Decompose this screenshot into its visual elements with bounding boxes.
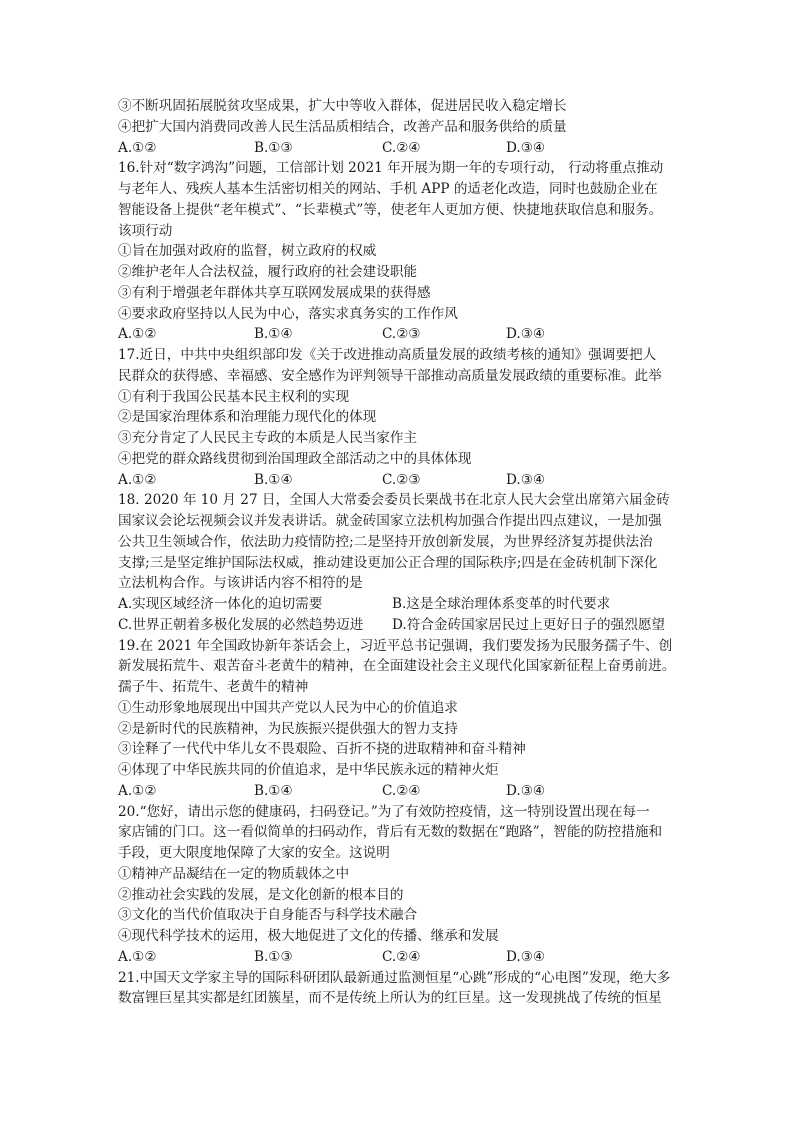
text-line: ②维护老年人合法权益，履行政府的社会建设职能 [118,264,418,280]
text-line: 17.近日，中共中央组织部印发《关于改进推动高质量发展的政绩考核的通知》强调要把人 [118,347,657,363]
answer-option: C.②③ [382,471,421,488]
answer-option: B.①④ [254,471,293,488]
answer-option: A.①② [118,948,157,965]
answer-options [118,594,684,615]
answer-option: A.①② [118,471,157,488]
text-line: 立法机构合作。与该讲话内容不相符的是 [118,575,363,592]
text-line: ①精神产品凝结在一定的物质载体之中 [118,865,350,882]
text-line: 手段，更大限度地保障了大家的安全。这说明 [118,845,390,861]
answer-options [118,947,684,968]
answer-option: B.①③ [254,948,293,965]
text-line: 支撑;三是坚定维护国际法权威，推动建设更加公正合理的国际秩序;四是在金砖机制下深化 [118,554,658,571]
text-line: 21.中国天文学家主导的国际科研团队最新通过监测恒星“心跳”形成的“心电图”发现，绝大多 [118,969,671,986]
text-line: ②是国家治理体系和治理能力现代化的体现 [118,409,377,426]
text-line: 18. 2020 年 10 月 27 日，全国人大常委会委员长栗战书在北京人民大会堂出席第六届金砖 [118,492,670,509]
answer-option: C.②③ [382,326,421,343]
answer-option: D.③④ [506,326,546,343]
answer-option: A.实现区域经济一体化的迫切需要 [118,596,323,612]
answer-option: D.③④ [506,782,546,799]
text-line: ③不断巩固拓展脱贫攻坚成果，扩大中等收入群体，促进居民收入稳定增长 [118,98,567,114]
text-line: ①有利于我国公民基本民主权利的实现 [118,388,350,405]
text-line: ①旨在加强对政府的监督，树立政府的权威 [118,243,377,260]
text-line: 与老年人、残疾人基本生活密切相关的网站、手机 APP 的适老化改造，同时也鼓励企业在 [118,181,658,197]
text-line: ③文化的当代价值取决于自身能否与科学技术融合 [118,907,418,924]
answer-option: C.世界正朝着多极化发展的必然趋势迈进 [118,616,364,633]
text-line: ④现代科学技术的运用，极大地促进了文化的传播、继承和发展 [118,928,499,944]
answer-option: B.①③ [254,139,293,156]
answer-options [118,138,684,159]
text-line: ④要求政府坚持以人民为中心，落实求真务实的工作作风 [118,305,458,322]
text-line: ④把扩大国内消费同改善人民生活品质相结合，改善产品和服务供给的质量 [118,118,567,135]
text-line: 该项行动 [118,222,173,239]
answer-options [118,324,684,345]
text-line: ③充分肯定了人民民主专政的本质是人民当家作主 [118,430,418,446]
answer-option: A.①② [118,139,157,156]
answer-option: C.②④ [382,948,421,965]
text-line: 智能设备上提供“老年模式”、“长辈模式”等，使老年人更加方便、快捷地获取信息和服务。 [118,201,663,218]
text-line: ②是新时代的民族精神，为民族振兴提供强大的智力支持 [118,720,458,737]
text-line: 公共卫生领域合作，依法助力疫情防控;二是坚持开放创新发展，为世界经济复苏提供法治 [118,533,653,550]
text-line: 民群众的获得感、幸福感、安全感作为评判领导干部推动高质量发展政绩的重要标准。此举 [118,367,662,384]
answer-options [118,470,684,491]
text-line: ①生动形象地展现出中国共产党以人民为中心的价值追求 [118,699,458,716]
answer-option: A.①② [118,326,157,343]
text-line: ③诠释了一代代中华儿女不畏艰险、百折不挠的进取精神和奋斗精神 [118,741,526,758]
text-line: ②推动社会实践的发展，是文化创新的根本目的 [118,886,404,903]
answer-option: D.③④ [506,948,546,965]
text-line: 16.针对“数字鸿沟”问题，工信部计划 2021 年开展为期一年的专项行动， 行动将重点推动 [118,160,664,177]
answer-option: B.①④ [254,782,293,799]
document-page [118,96,684,1009]
text-line: ④体现了中华民族共同的价值追求，是中华民族永远的精神火炬 [118,762,499,778]
answer-options [118,781,684,802]
answer-options [118,615,684,636]
answer-option: D.③④ [506,139,546,156]
answer-option: D.符合金砖国家居民过上更好日子的强烈愿望 [392,616,666,633]
text-line: 数富锂巨星其实都是红团簇星，而不是传统上所认为的红巨星。这一发现挑战了传统的恒星 [118,990,662,1007]
text-line: ④把党的群众路线贯彻到治国理政全部活动之中的具体体现 [118,450,472,467]
answer-option: C.②④ [382,782,421,799]
answer-option: C.②④ [382,139,421,156]
text-line: 19.在 2021 年全国政协新年茶话会上，习近平总书记强调，我们要发扬为民服务孺子牛、创 [118,637,673,654]
text-line: 孺子牛、拓荒牛、老黄牛的精神 [118,679,309,695]
text-line: 新发展拓荒牛、艰苦奋斗老黄牛的精神，在全面建设社会主义现代化国家新征程上奋勇前进。 [118,658,676,675]
text-line: ③有利于增强老年群体共享互联网发展成果的获得感 [118,284,431,301]
text-line: 20.“您好，请出示您的健康码，扫码登记。”为了有效防控疫情，这一特别设置出现在每一 [118,803,650,820]
text-line: 家店铺的门口。这一看似简单的扫码动作，背后有无数的数据在“跑路”，智能的防控措施和 [118,824,663,841]
answer-option: D.③④ [506,471,546,488]
answer-option: A.①② [118,782,157,799]
text-line: 国家议会论坛视频会议并发表讲话。就金砖国家立法机构加强合作提出四点建议，一是加强 [118,513,662,529]
answer-option: B.这是全球治理体系变革的时代要求 [392,596,611,612]
answer-option: B.①④ [254,326,293,343]
